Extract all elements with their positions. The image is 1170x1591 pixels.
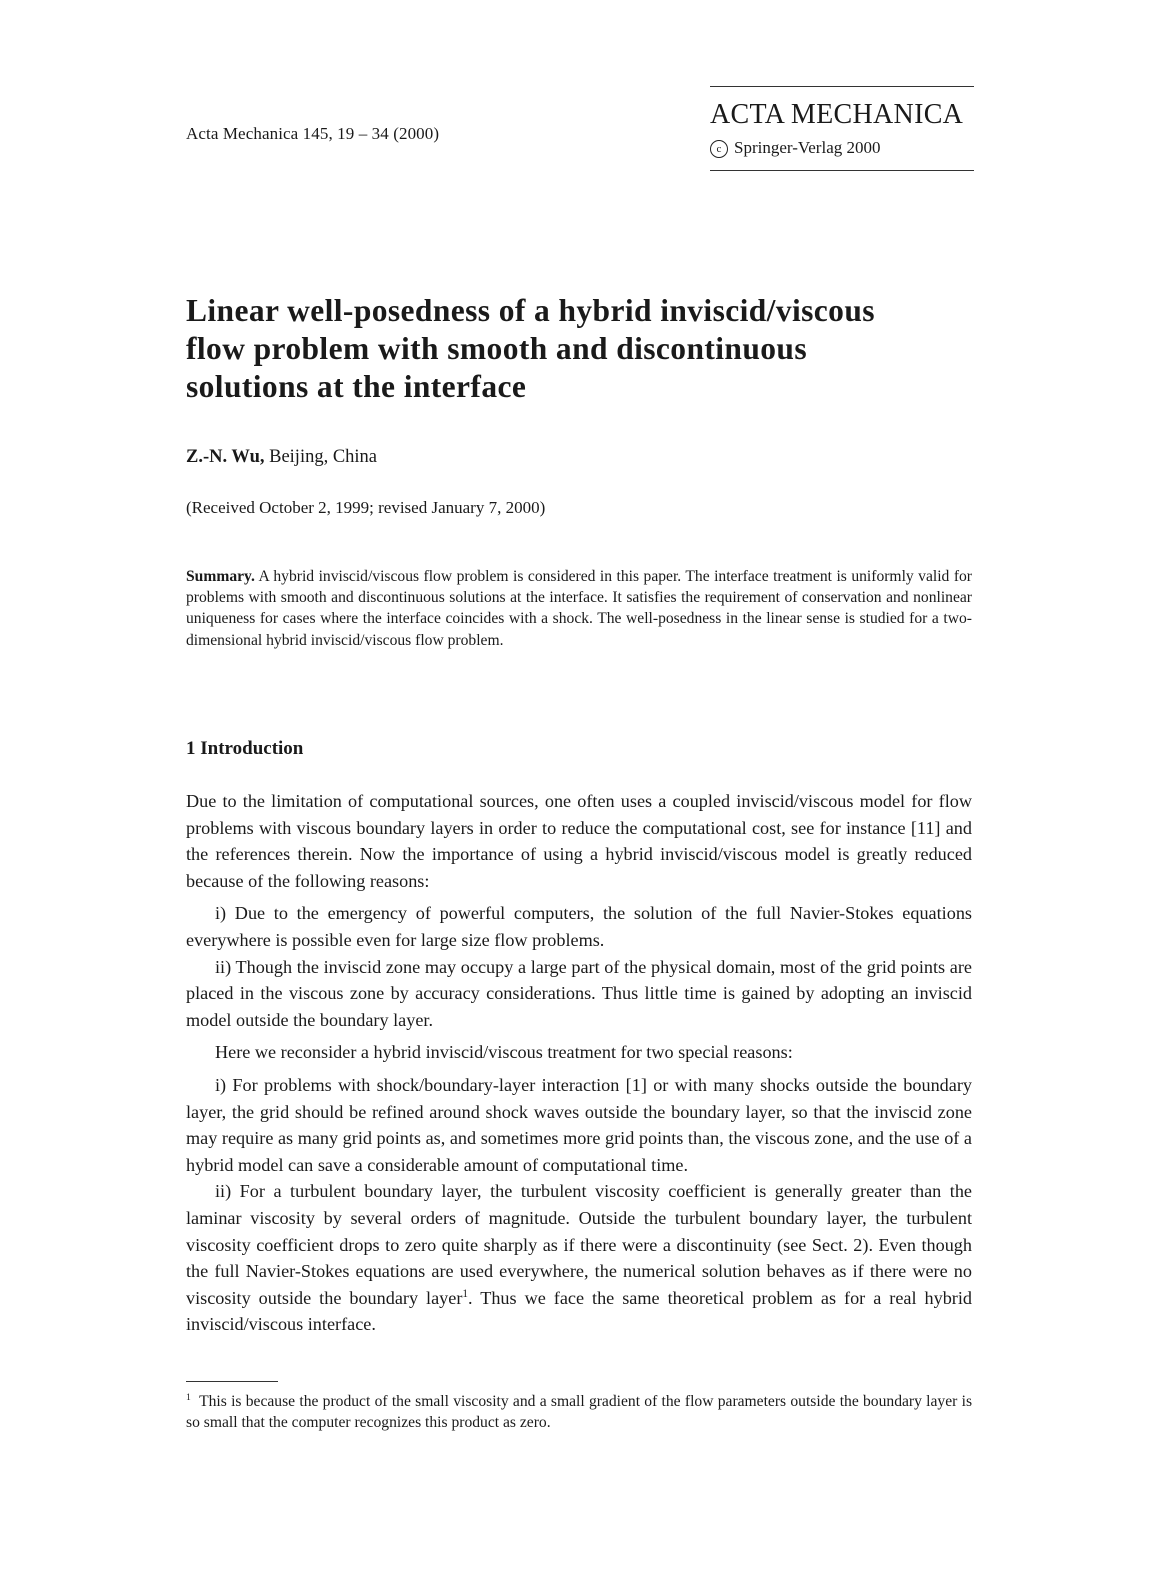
footnote-reference: 1 (462, 1287, 469, 1300)
introduction-body (186, 788, 972, 1338)
journal-name: ACTA MECHANICA (710, 99, 964, 130)
masthead-top-rule (710, 86, 974, 87)
summary-text: A hybrid inviscid/viscous flow problem is considered in this paper. The interface treatment is uniformly valid for problems with smooth and discontinuous solutions at the interface. It satisfies the requirement of conservation and nonlinear uniqueness for cases where the interface coincides with a shock. The well-posedness in the linear sense is studied for a two-dimensional hybrid inviscid/viscous flow problem. (186, 568, 972, 649)
copyright-line (710, 139, 974, 158)
copyright-text: Springer-Verlag 2000 (734, 138, 881, 157)
footnote-text: This is because the product of the small viscosity and a small gradient of the flow parameters outside the boundary layer is so small that the computer recognizes this product as zero. (186, 1393, 973, 1431)
copyright-icon: c (710, 140, 728, 158)
footnote (186, 1391, 972, 1433)
author-line (186, 447, 377, 468)
masthead-bottom-rule (710, 170, 974, 171)
author-name: Z.-N. Wu, (186, 447, 265, 467)
intro-reason-1: i) Due to the emergency of powerful computers, the solution of the full Navier-Stokes equations everywhere is possible even for large size flow problems. (186, 903, 972, 950)
title-line-2: flow problem with smooth and discontinuous (186, 331, 807, 366)
author-location: Beijing, China (269, 447, 378, 467)
footnote-mark: 1 (186, 1391, 191, 1403)
summary-paragraph (186, 566, 972, 651)
journal-masthead (710, 86, 974, 171)
intro-paragraph-1: Due to the limitation of computational sources, one often uses a coupled inviscid/viscous model for flow problems with viscous boundary layers in order to reduce the computational cost, see for instance [11] and the references therein. Now the importance of using a hybrid inviscid/viscous model is greatly reduced because of the following reasons: (186, 791, 972, 891)
intro-special-reason-2-part-a: ii) For a turbulent boundary layer, the turbulent viscosity coefficient is generally greater than the laminar viscosity by several orders of magnitude. Outside the turbulent boundary layer, the turbulent viscosity coefficient drops to zero quite sharply as if there were a discontinuity (see Sect. 2). Even though the full Navier-Stokes equations are used everywhere, the numerical solution behaves as if there were no viscosity outside the boundary layer (186, 1181, 972, 1308)
intro-special-reason-2-part-b: . Thus we face the same theoretical problem as for a real hybrid inviscid/viscous interface. (186, 1287, 972, 1335)
section-heading-introduction: 1 Introduction (186, 738, 304, 759)
title-line-3: solutions at the interface (186, 369, 527, 404)
intro-paragraph-2: Here we reconsider a hybrid inviscid/viscous treatment for two special reasons: (215, 1042, 793, 1063)
summary-label: Summary. (186, 568, 255, 585)
intro-special-reason-2 (186, 1178, 972, 1338)
title-line-1: Linear well-posedness of a hybrid inviscid/viscous (186, 293, 875, 328)
intro-special-reason-1: i) For problems with shock/boundary-layer interaction [1] or with many shocks outside the boundary layer, the grid should be refined around shock waves outside the boundary layer, so that the inviscid zone may require as many grid points as, and sometimes more grid points than, the viscous zone, and the use of a hybrid model can save a considerable amount of computational time. (186, 1074, 972, 1175)
paper-title (186, 292, 976, 406)
received-dates: (Received October 2, 1999; revised January 7, 2000) (186, 498, 546, 517)
intro-reason-2: ii) Though the inviscid zone may occupy a large part of the physical domain, most of the grid points are placed in the viscous zone by accuracy considerations. Thus little time is gained by adopting an inviscid model outside the boundary layer. (186, 956, 972, 1030)
footnote-separator (186, 1381, 278, 1382)
journal-citation: Acta Mechanica 145, 19 – 34 (2000) (186, 124, 440, 143)
